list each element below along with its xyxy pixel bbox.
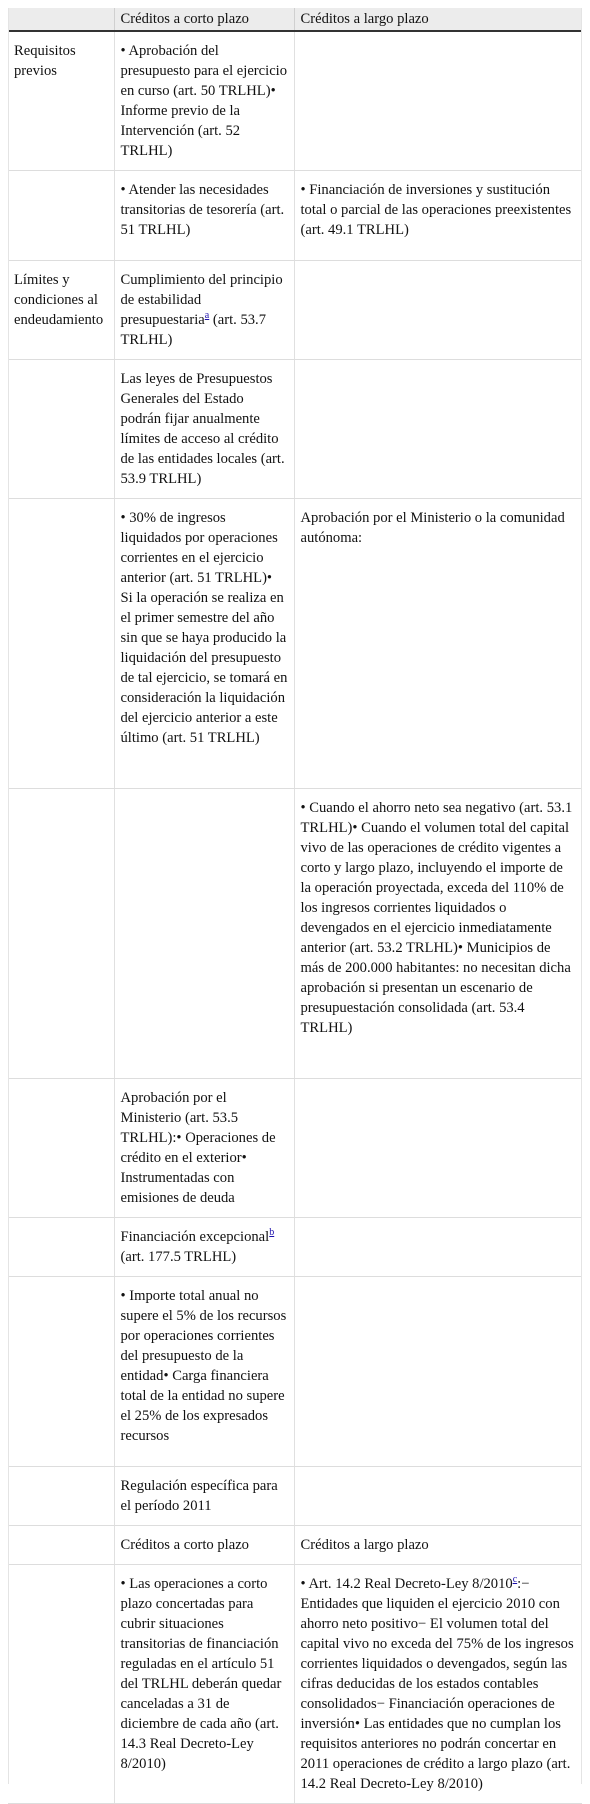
cell-short-term: [114, 789, 294, 1079]
cell-text: Financiación excepcional: [120, 1229, 270, 1245]
cell-short-term: • 30% de ingresos liquidados por operaciones corrientes en el ejercicio anterior (art. 51 TRLHL)• Si la operación se realiza en el primer semestre del año sin que se haya producido la liquidación del presupuesto de tal ejercicio, se tomará en consideración la liquidación del ejercicio anterior a este último (art. 51 TRLHL): [114, 499, 294, 789]
table-row: [8, 261, 582, 360]
cell-long-term: [294, 1277, 582, 1467]
cell-text: :− Entidades que liquiden el ejercicio 2010 con ahorro neto positivo− El volumen total del capital vivo no exceda del 75% de los ingresos corrientes liquidados o devengados, según las cifras deducidas de los estados contables consolidados− Financiación operaciones de inversión• Las entidades que no cumplan los requisitos anteriores no podrán concertar en 2011 operaciones de crédito a largo plazo (art. 14.2 Real Decreto-Ley 8/2010): [300, 1576, 574, 1792]
cell-text: (art. 53.7 TRLHL): [120, 312, 266, 348]
row-label-prior-requirements: Requisitos previos: [8, 31, 114, 171]
table-row: [8, 360, 582, 499]
cell-long-term: [294, 261, 582, 360]
footnote-link-b[interactable]: b: [269, 1227, 275, 1239]
row-label: [8, 1277, 114, 1467]
row-label: [8, 1467, 114, 1526]
footnote-link-a[interactable]: a: [204, 310, 210, 322]
row-label: [8, 171, 114, 261]
row-label: [8, 1218, 114, 1277]
cell-short-term: Las leyes de Presupuestos Generales del Estado podrán fijar anualmente límites de acceso al crédito de las entidades locales (art. 53.9 TRLHL): [114, 360, 294, 499]
row-label-debt-limits: Límites y condiciones al endeudamiento: [8, 261, 114, 360]
cell-long-term: • Cuando el ahorro neto sea negativo (art. 53.1 TRLHL)• Cuando el volumen total del capital vivo de las operaciones de crédito vigentes a corto y largo plazo, incluyendo el importe de la operación proyectada, exceda del 110% de los ingresos corrientes liquidados o devengados en el ejercicio inmediatamente anterior (art. 53.2 TRLHL)• Municipios de más de 200.000 habitantes: no necesitan dicha aprobación si presentan un escenario de presupuestación consolidada (art. 53.4 TRLHL): [294, 789, 582, 1079]
table-row: [8, 1277, 582, 1467]
row-label: [8, 360, 114, 499]
cell-short-term: Aprobación por el Ministerio (art. 53.5 TRLHL):• Operaciones de crédito en el exterior• Instrumentadas con emisiones de deuda: [114, 1079, 294, 1218]
cell-long-term: [294, 1565, 582, 1804]
cell-short-term: [114, 261, 294, 360]
cell-long-term: [294, 360, 582, 499]
table-header-row: [8, 8, 582, 31]
table-row: [8, 171, 582, 261]
row-label: [8, 1526, 114, 1565]
cell-text: Cumplimiento del principio de estabilidad presupuestaria: [120, 272, 283, 328]
cell-text: (art. 177.5 TRLHL): [120, 1249, 237, 1265]
table-row: [8, 789, 582, 1079]
cell-long-term: Aprobación por el Ministerio o la comunidad autónoma:: [294, 499, 582, 789]
row-label: [8, 1565, 114, 1804]
table-row: [8, 1467, 582, 1526]
table-row: [8, 499, 582, 789]
cell-short-term: Regulación específica para el período 2011: [114, 1467, 294, 1526]
subheader-long-term: Créditos a largo plazo: [294, 1526, 582, 1565]
row-label: [8, 499, 114, 789]
table-row: [8, 1218, 582, 1277]
footnote-link-c[interactable]: c: [512, 1574, 518, 1586]
cell-short-term: • Atender las necesidades transitorias de tesorería (art. 51 TRLHL): [114, 171, 294, 261]
credit-regulation-table: [8, 8, 582, 1804]
cell-short-term: • Las operaciones a corto plazo concertadas para cubrir situaciones transitorias de financiación reguladas en el artículo 51 del TRLHL deberán quedar canceladas a 31 de diciembre de cada año (art. 14.3 Real Decreto-Ley 8/2010): [114, 1565, 294, 1804]
row-label: [8, 789, 114, 1079]
cell-long-term: [294, 1218, 582, 1277]
cell-long-term: [294, 31, 582, 171]
row-label: [8, 1079, 114, 1218]
subheader-short-term: Créditos a corto plazo: [114, 1526, 294, 1565]
header-empty-cell: [8, 8, 114, 31]
table-row: [8, 1526, 582, 1565]
table-row: [8, 31, 582, 171]
header-short-term-credits: Créditos a corto plazo: [114, 8, 294, 31]
header-long-term-credits: Créditos a largo plazo: [294, 8, 582, 31]
cell-short-term: • Aprobación del presupuesto para el ejercicio en curso (art. 50 TRLHL)• Informe previo de la Intervención (art. 52 TRLHL): [114, 31, 294, 171]
cell-long-term: [294, 1079, 582, 1218]
cell-text: • Art. 14.2 Real Decreto-Ley 8/2010: [300, 1576, 513, 1592]
cell-long-term: • Financiación de inversiones y sustitución total o parcial de las operaciones preexistentes (art. 49.1 TRLHL): [294, 171, 582, 261]
cell-long-term: [294, 1467, 582, 1526]
cell-short-term: [114, 1218, 294, 1277]
table-row: [8, 1079, 582, 1218]
table-row: [8, 1565, 582, 1804]
cell-short-term: • Importe total anual no supere el 5% de los recursos por operaciones corrientes del presupuesto de la entidad• Carga financiera total de la entidad no supere el 25% de los expresados recursos: [114, 1277, 294, 1467]
